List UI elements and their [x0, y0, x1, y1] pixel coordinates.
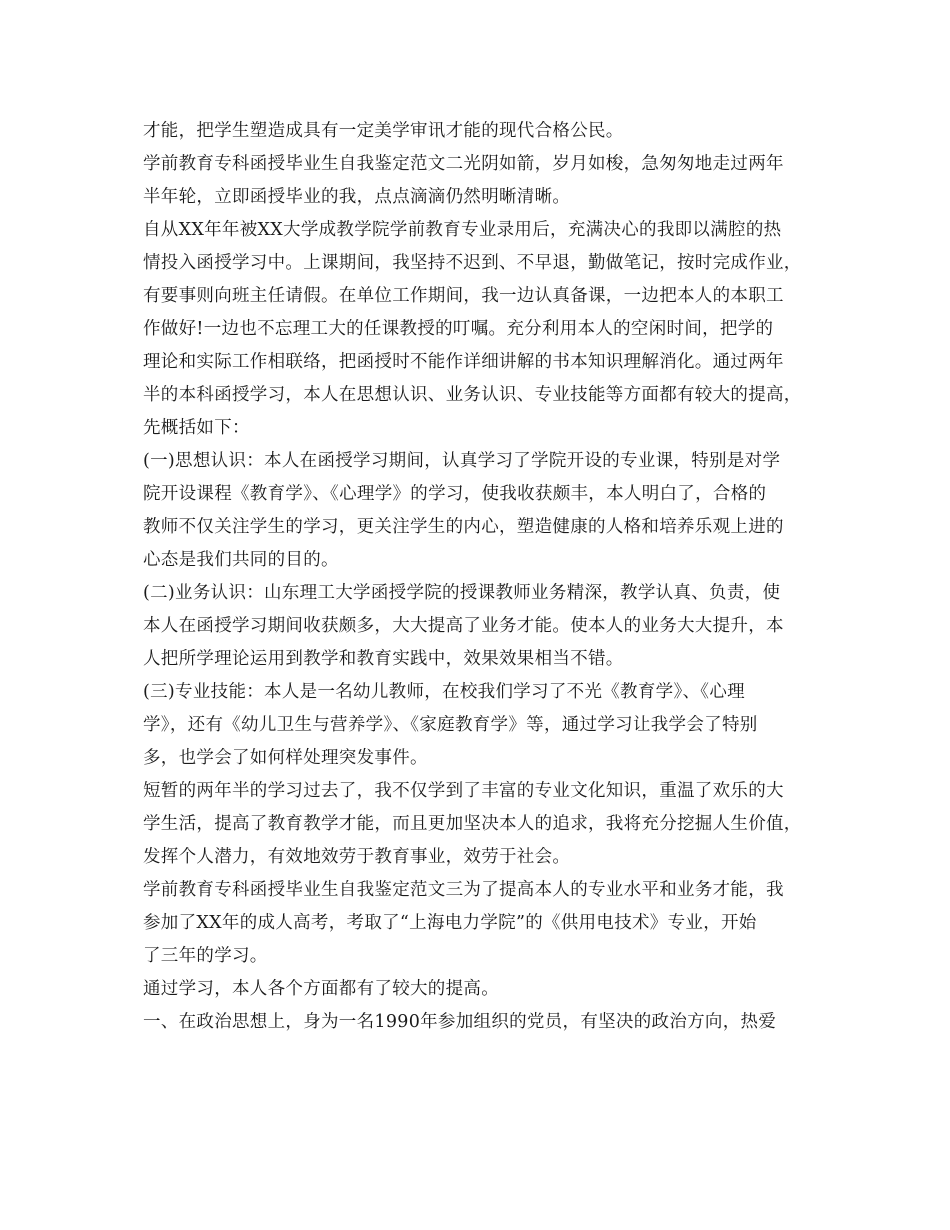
- text-line: 学前教育专科函授毕业生自我鉴定范文二光阴如箭，岁月如梭，急匆匆地走过两年: [143, 154, 784, 174]
- text-line: 教师不仅关注学生的学习，更关注学生的内心，塑造健康的人格和培养乐观上进的: [143, 517, 784, 537]
- text-line: 本人在函授学习期间收获颇多，大大提高了业务才能。使本人的业务大大提升，本: [143, 616, 784, 636]
- text-line: 才能，把学生塑造成具有一定美学审讯才能的现代合格公民。: [143, 121, 624, 141]
- text-line: 一、在政治思想上，身为一名1990年参加组织的党员，有坚决的政治方向，热爱: [143, 1012, 777, 1032]
- text-line: 了三年的学习。: [143, 946, 268, 966]
- text-line: 通过学习，本人各个方面都有了较大的提高。: [143, 979, 499, 999]
- text-line: (三)专业技能：本人是一名幼儿教师，在校我们学习了不光《教育学》、《心理: [143, 682, 745, 702]
- text-line: 人把所学理论运用到教学和教育实践中，效果效果相当不错。: [143, 649, 624, 669]
- text-line: 学前教育专科函授毕业生自我鉴定范文三为了提高本人的专业水平和业务才能，我: [143, 880, 784, 900]
- text-line: 自从XX年年被XX大学成教学院学前教育专业录用后，充满决心的我即以满腔的热: [143, 220, 782, 240]
- text-line: 学生活，提高了教育教学才能，而且更加坚决本人的追求，我将充分挖掘人生价值，: [143, 814, 802, 834]
- text-line: 短暂的两年半的学习过去了，我不仅学到了丰富的专业文化知识，重温了欢乐的大: [143, 781, 784, 801]
- text-line: 院开设课程《教育学》、《心理学》的学习，使我收获颇丰，本人明白了，合格的: [143, 484, 767, 504]
- text-line: 理论和实际工作相联络，把函授时不能作详细讲解的书本知识理解消化。通过两年: [143, 352, 784, 372]
- text-line: 有要事则向班主任请假。在单位工作期间，我一边认真备课，一边把本人的本职工: [143, 286, 784, 306]
- text-line: 作做好!一边也不忘理工大的任课教授的叮嘱。充分利用本人的空闲时间，把学的: [143, 319, 774, 339]
- text-line: 半的本科函授学习，本人在思想认识、业务认识、专业技能等方面都有较大的提高，: [143, 385, 802, 405]
- text-line: 学》，还有《幼儿卫生与营养学》、《家庭教育学》等，通过学习让我学会了特别: [143, 715, 758, 735]
- text-line: 参加了XX年的成人高考，考取了“上海电力学院”的《供用电技术》专业，开始: [143, 913, 757, 933]
- text-line: 情投入函授学习中。上课期间，我坚持不迟到、不早退，勤做笔记，按时完成作业，: [143, 253, 802, 273]
- text-line: 多，也学会了如何样处理突发事件。: [143, 748, 428, 768]
- text-line: 半年轮，立即函授毕业的我，点点滴滴仍然明晰清晰。: [143, 187, 571, 207]
- document-body: [143, 115, 823, 1039]
- text-line: (二)业务认识：山东理工大学函授学院的授课教师业务精深，教学认真、负责，使: [143, 583, 781, 603]
- text-line: 先概括如下：: [143, 418, 250, 438]
- text-line: 心态是我们共同的目的。: [143, 550, 339, 570]
- text-line: (一)思想认识：本人在函授学习期间，认真学习了学院开设的专业课，特别是对学: [143, 451, 781, 471]
- text-line: 发挥个人潜力，有效地效劳于教育事业，效劳于社会。: [143, 847, 571, 867]
